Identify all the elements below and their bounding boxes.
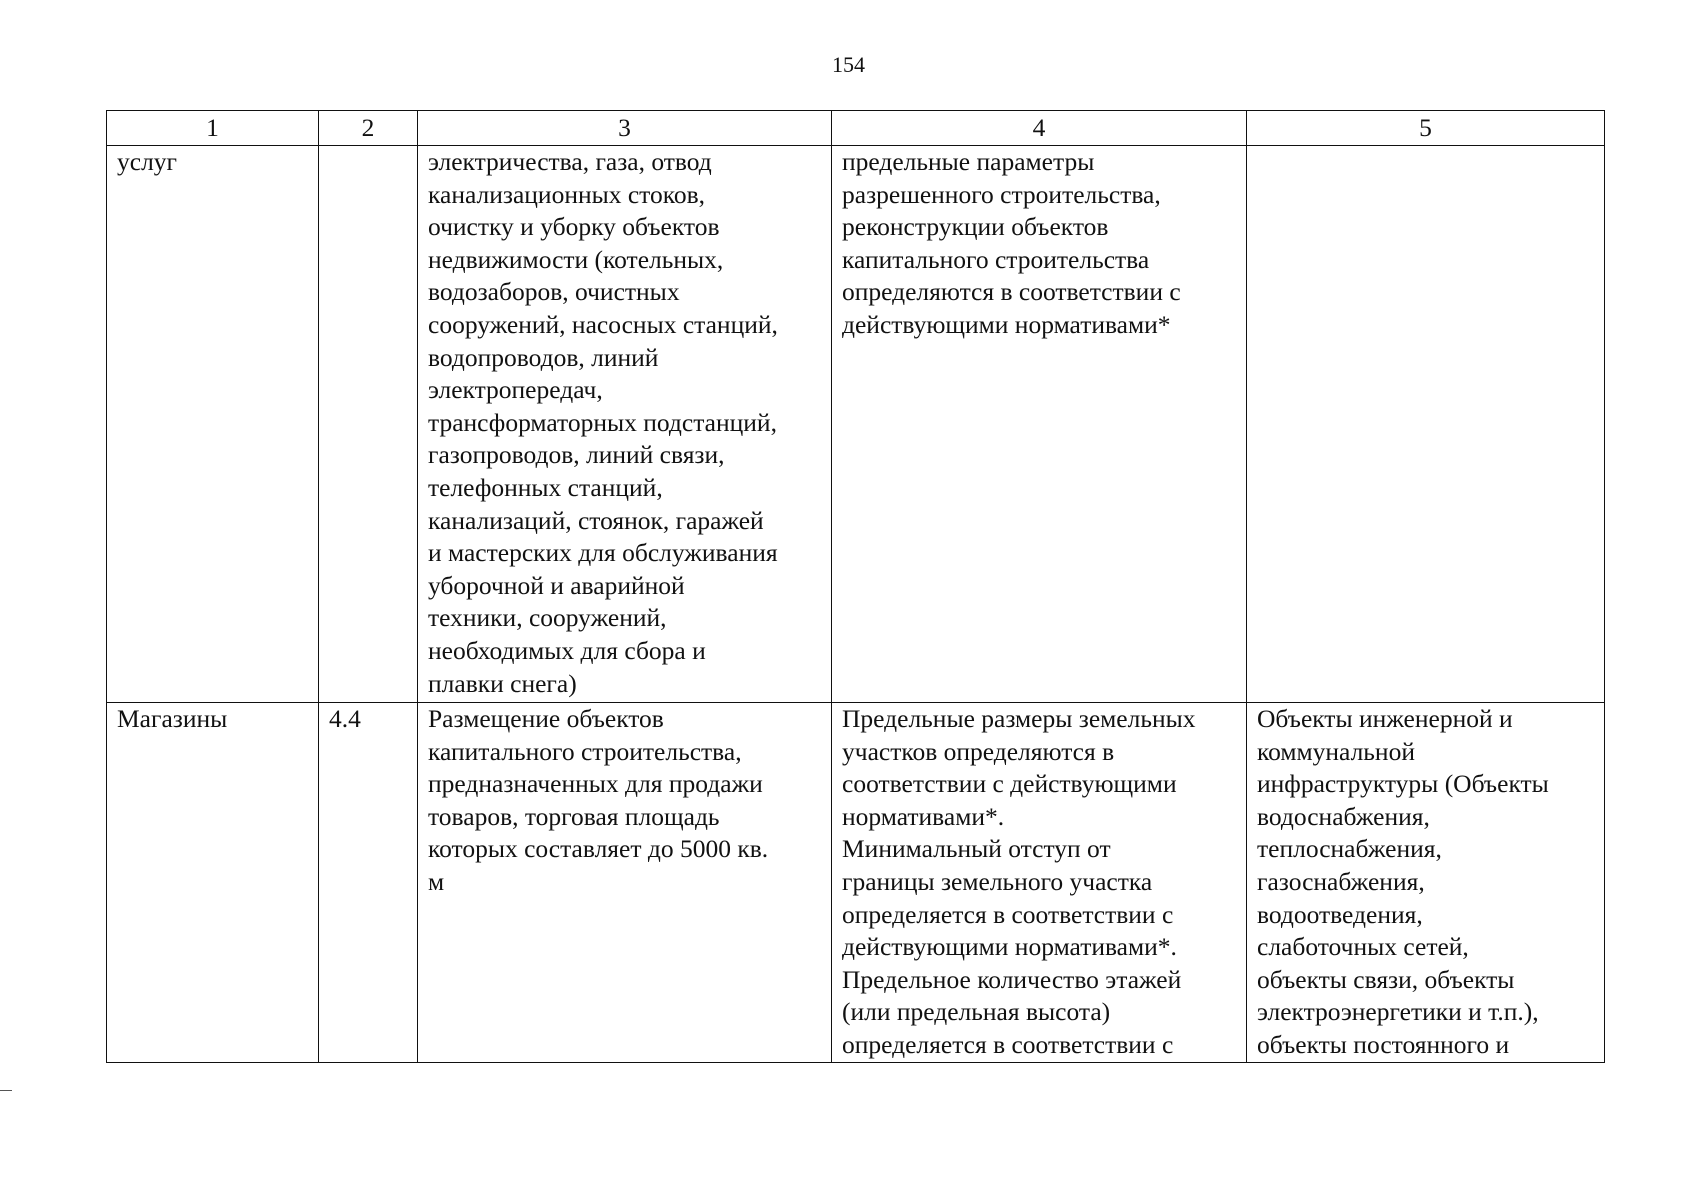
column-header-3: 3	[418, 111, 832, 146]
cell-text: Предельные размеры земельных участков определяются в соответствии с действующими нормативами*. Минимальный отступ от границы земельного участка определяется в соответствии с действующими нормативами*. Предельное количество этажей (или предельная высота) определяется в соответствии с	[842, 704, 1196, 1059]
regulations-table	[106, 110, 1605, 1063]
cell-use-name	[107, 146, 319, 703]
cell-code	[319, 146, 418, 703]
table-row	[107, 146, 1605, 703]
cell-auxiliary	[1247, 146, 1605, 703]
cell-auxiliary	[1247, 703, 1605, 1063]
cell-parameters	[832, 146, 1247, 703]
cell-text: Магазины	[117, 704, 228, 733]
scan-edge-mark	[0, 1090, 12, 1091]
column-header-4: 4	[832, 111, 1247, 146]
cell-text: 4.4	[329, 704, 361, 733]
cell-text: услуг	[117, 147, 178, 176]
cell-use-name	[107, 703, 319, 1063]
column-header-5: 5	[1247, 111, 1605, 146]
cell-parameters	[832, 703, 1247, 1063]
column-header-1: 1	[107, 111, 319, 146]
cell-text: Размещение объектов капитального строительства, предназначенных для продажи товаров, торговая площадь которых составляет до 5000 кв. м	[428, 704, 769, 896]
cell-text: электричества, газа, отвод канализационных стоков, очистку и уборку объектов недвижимости (котельных, водозаборов, очистных сооружений, насосных станций, водопроводов, линий электропередач, трансформаторных подстанций, газопроводов, линий связи, телефонных станций, канализаций, стоянок, гаражей и мастерских для обслуживания уборочной и аварийной техники, сооружений, необходимых для сбора и плавки снега)	[428, 147, 778, 698]
cell-description	[418, 146, 832, 703]
page-number: 154	[832, 52, 865, 77]
table-header-row	[107, 111, 1605, 146]
cell-description	[418, 703, 832, 1063]
cell-text: Объекты инженерной и коммунальной инфраструктуры (Объекты водоснабжения, теплоснабжения, газоснабжения, водоотведения, слаботочных сетей, объекты связи, объекты электроэнергетики и т.п.), объекты постоянного и	[1257, 704, 1549, 1059]
table-row	[107, 703, 1605, 1063]
cell-code	[319, 703, 418, 1063]
cell-text: предельные параметры разрешенного строительства, реконструкции объектов капитального строительства определяются в соответствии с действующими нормативами*	[842, 147, 1181, 339]
column-header-2: 2	[319, 111, 418, 146]
